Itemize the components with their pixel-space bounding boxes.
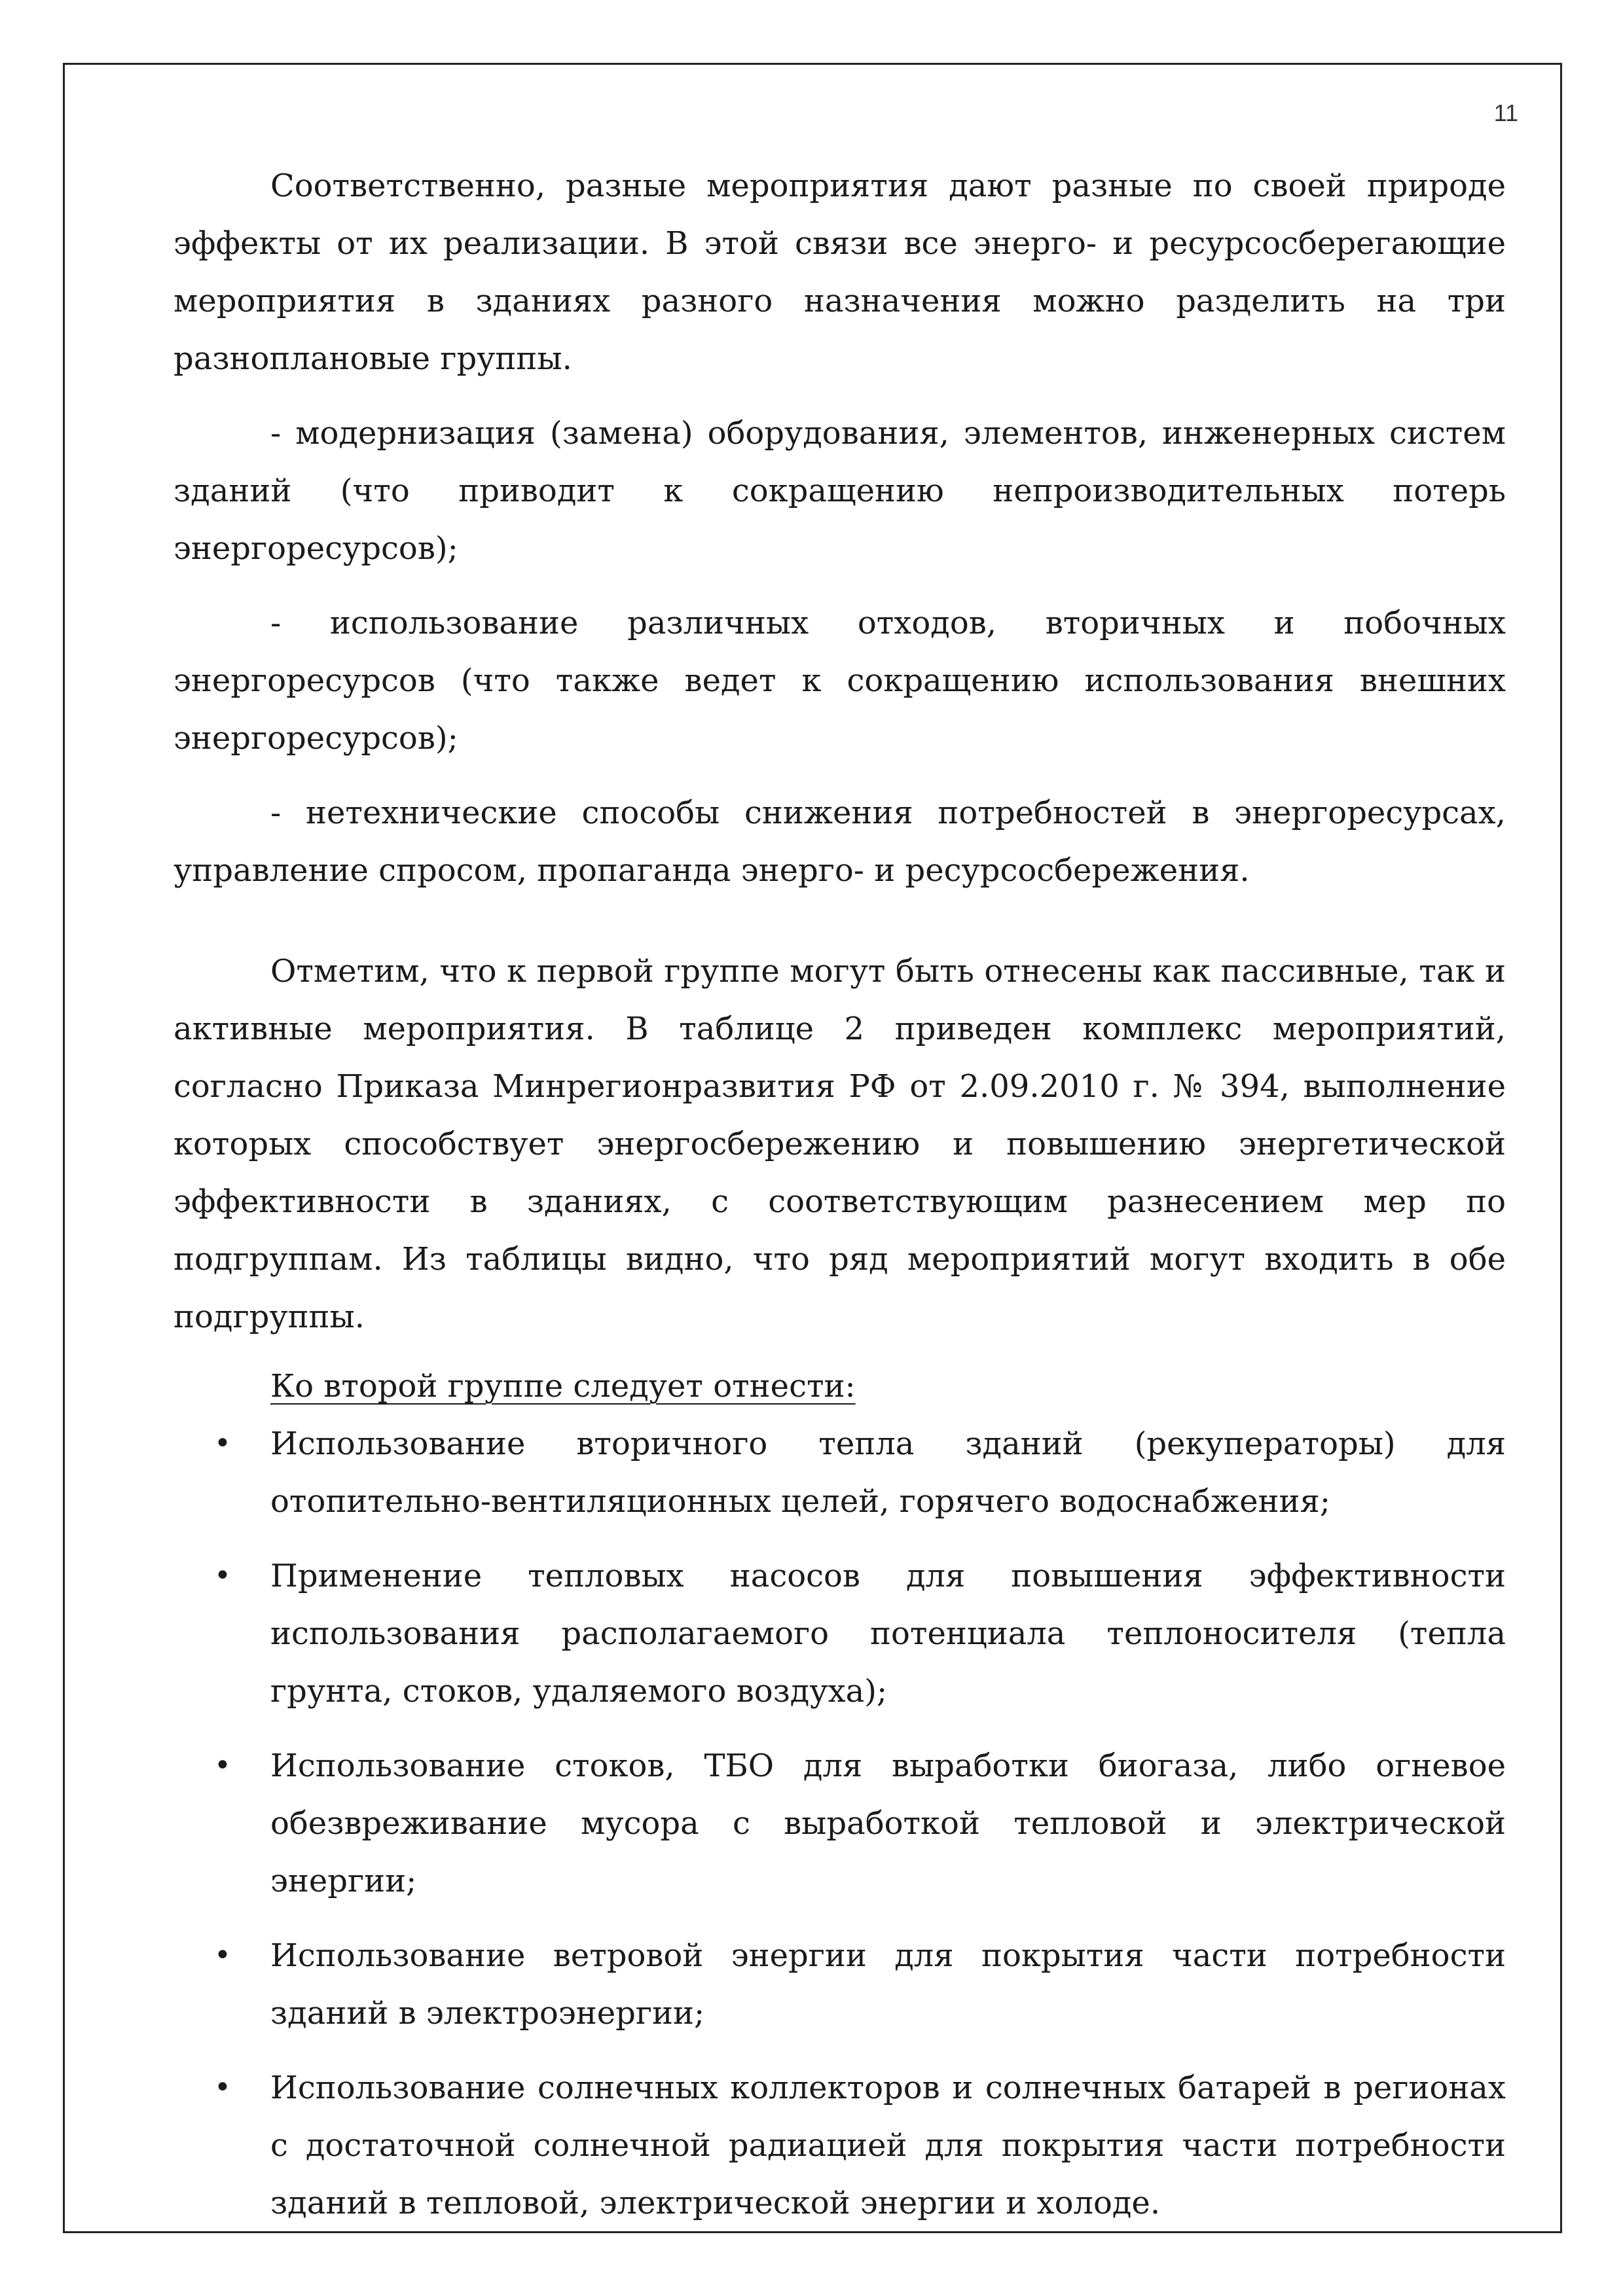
list-item <box>173 1415 1506 1530</box>
list-item-text: Применение тепловых насосов для повышения эффективности использования располагаемого потенциала теплоносителя (тепла грунта, стоков, удаляемого воздуха); <box>270 1558 1506 1710</box>
list-item <box>173 1927 1506 2042</box>
group-item-non-technical: - нетехнические способы снижения потребностей в энергоресурсах, управление спросом, пропаганда энерго- и ресурсосбережения. <box>173 795 1506 889</box>
page-content <box>173 157 1506 2232</box>
bullet-icon: • <box>214 1939 231 1972</box>
list-item <box>173 1737 1506 1910</box>
intro-paragraph: Соответственно, разные мероприятия дают разные по своей природе эффекты от их реализации. В этой связи все энерго- и ресурсосберегающие мероприятия в зданиях разного назначения можно разделить на три разноплановые группы. <box>173 168 1506 377</box>
bullet-icon: • <box>214 1749 231 1782</box>
list-item-text: Использование солнечных коллекторов и солнечных батарей в регионах с достаточной солнечной радиацией для покрытия части потребности зданий в тепловой, электрической энергии и холоде. <box>270 2070 1506 2221</box>
list-item <box>173 2059 1506 2232</box>
list-item-text: Использование вторичного тепла зданий (рекуператоры) для отопительно-вентиляционных целей, горячего водоснабжения; <box>270 1426 1506 1520</box>
bullet-icon: • <box>214 1427 231 1460</box>
bullet-icon: • <box>214 1559 231 1592</box>
second-group-heading <box>173 1357 1506 1415</box>
list-item <box>173 1547 1506 1720</box>
list-item-text: Использование ветровой энергии для покрытия части потребности зданий в электроэнергии; <box>270 1937 1506 2032</box>
list-item-text: Использование стоков, ТБО для выработки биогаза, либо огневое обезвреживание мусора с выработкой тепловой и электрической энергии; <box>270 1748 1506 1899</box>
group-item-modernization: - модернизация (замена) оборудования, элементов, инженерных систем зданий (что приводит к сокращению непроизводительных потерь энергоресурсов); <box>173 415 1506 567</box>
first-group-paragraph: Отметим, что к первой группе могут быть отнесены как пассивные, так и активные мероприятия. В таблице 2 приведен комплекс мероприятий, согласно Приказа Минрегионразвития РФ от 2.09.2010 г. № 394, выполнение которых способствует энергосбережению и повышению энергетической эффективности в зданиях, с соответствующим разнесением мер по подгруппам. Из таблицы видно, что ряд мероприятий могут входить в обе подгруппы. <box>173 953 1506 1335</box>
bullet-icon: • <box>214 2071 231 2104</box>
second-group-heading-text: Ко второй группе следует отнести: <box>270 1368 856 1405</box>
page-number: 11 <box>1493 99 1518 126</box>
group-item-waste-use: - использование различных отходов, вторичных и побочных энергоресурсов (что также ведет к сокращению использования внешних энергоресурсов); <box>173 605 1506 757</box>
second-group-list <box>173 1415 1506 2232</box>
